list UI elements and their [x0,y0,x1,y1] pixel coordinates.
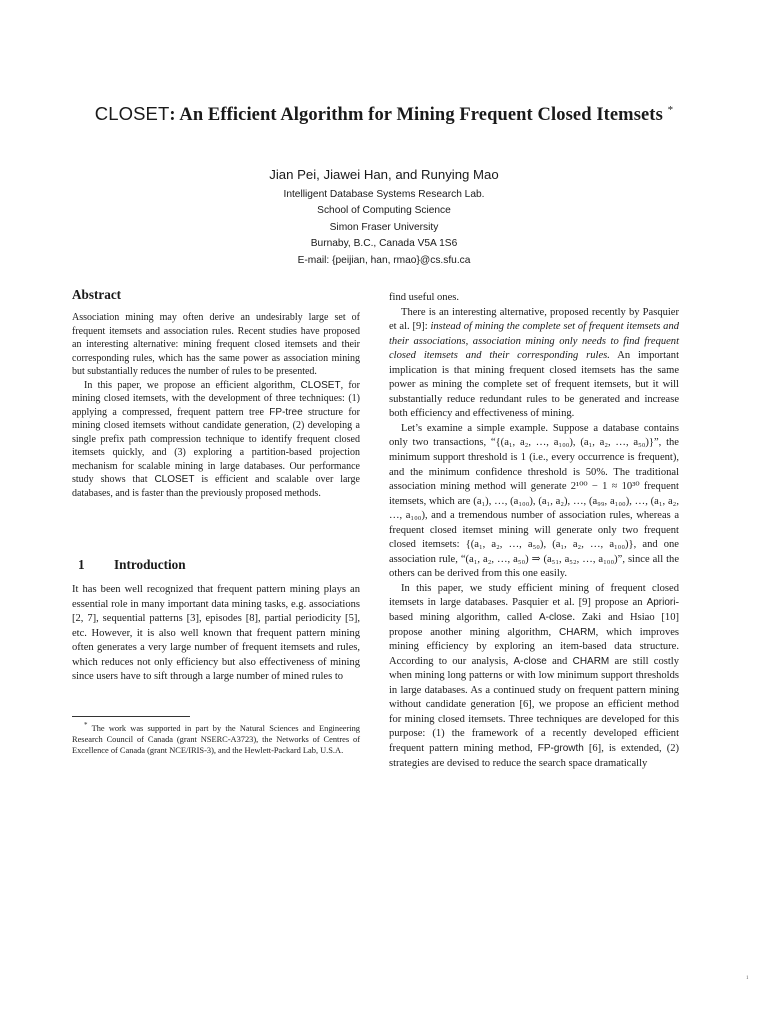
footnote-mark: * [84,721,88,729]
affiliation-line: School of Computing Science [317,205,451,217]
body-paragraph: There is an interesting alternative, proposed recently by Pasquier et al. [9]: instead of mining the complete set of frequent itemsets and their associations, association mining only needs to find frequent closed itemsets and their corresponding rules. An important implication is that mining frequent closed itemsets has the same power as mining the complete set of frequent itemsets, but it will substantially reduce redundant rules to be generated and increase both efficiency and effectiveness of mining. [389,306,679,420]
abstract-paragraph: Association mining may often derive an undesirably large set of frequent itemsets and association rules. Recent studies have proposed an interesting alternative: mining frequent closed itemsets and their corresponding rules, which has the same power as association mining but substantially reduces the number of rules to be presented. [72,312,360,377]
system-name: CHARM [558,626,596,638]
system-name: A-close [539,612,573,624]
section-number: 1 [78,557,85,572]
title-text: : An Efficient Algorithm for Mining Frequent Closed Itemsets [169,105,663,126]
title-system-name: CLOSET [94,103,170,125]
footnote-rule [72,716,190,717]
author-list: Jian Pei, Jiawei Han, and Runying Mao [269,167,499,182]
affiliation-line: Simon Fraser University [329,221,439,233]
body-paragraph: Let’s examine a simple example. Suppose a database contains only two transactions, “{(a₁, a₂, …, a₁₀₀), (a₁, a₂, …, a₅₀)}”, the minimum support threshold is 1 (i.e., every occurrence is frequent), and the minimum confidence threshold is 50%. The traditional association mining method will generate 2¹⁰⁰ − 1 ≈ 10³⁰ frequent itemsets, which are (a₁), …, (a₁₀₀), (a₁, a₂), …, (a₉₉, a₁₀₀), …, (a₁, a₂, …, a₁₀₀), and a tremendous number of association rules, whereas a frequent closed itemset mining will generate only two frequent closed itemsets: {(a₁, a₂, …, a₅₀), (a₁, a₂, …, a₁₀₀)}, and one association rule, “(a₁, a₂, …, a₅₀) ⇒ (a₅₁, a₅₂, …, a₁₀₀)”, since all the others can be derived from this one easily. [389,422,679,580]
abstract-body [72,311,360,500]
paper-title [80,98,688,127]
body-paragraph: find useful ones. [389,292,460,303]
system-name: CLOSET [300,379,341,391]
system-name: CLOSET [154,474,195,485]
system-name: FP-tree [269,406,303,418]
footnote-text: The work was supported in part by the Natural Sciences and Engineering Research Council of Canada (grant NSERC-A3723), the Networks of Centres of Excellence of Canada (grant NCE/IRIS-3), and the Hewlett-Packard Lab, U.S.A. [72,723,360,756]
abstract-heading: Abstract [72,287,122,302]
affiliation-line: Intelligent Database Systems Research Lab. [283,189,485,200]
affiliation-line: Burnaby, B.C., Canada V5A 1S6 [310,238,458,250]
affiliation-email: E-mail: {peijian, han, rmao}@cs.sfu.ca [297,254,471,266]
page-number: 1 [746,976,749,981]
system-name: FP-growth [537,742,584,754]
system-name: A-close [513,655,547,667]
body-paragraph: In this paper, we study efficient mining of frequent closed itemsets in large databases. Pasquier et al. [9] propose an Apriori-based mining algorithm, called A-close. Zaki and Hsiao [10] propose another mining algorithm, CHARM, which improves mining efficiency by exploring an item-based data structure. According to our analysis, A-close and CHARM are still costly when mining long patterns or with low minimum support thresholds in large databases. As a continued study on frequent pattern mining without candidate generation [6], we propose an efficient method for mining closed itemsets. Three techniques are developed for this purpose: (1) the framework of a recently developed efficient frequent pattern mining method, FP-growth [6], is extended, (2) strategies are devised to reduce the search space dramatically [389,582,680,769]
introduction-body [72,583,360,685]
abstract-paragraph: In this paper, we propose an efficient algorithm, CLOSET, for mining closed itemsets, with the development of three techniques: (1) applying a compressed, frequent pattern tree FP-tree structure for mining closed itemsets without candidate generation, (2) developing a single prefix path compression technique to identify frequent closed itemsets quickly, and (3) exploring a partition-based projection mechanism for scalable mining in large databases. Our performance study shows that CLOSET is efficient and scalable over large databases, and is faster than the previously proposed methods. [72,379,360,499]
emphasis-text: instead of mining the complete set of frequent itemsets and their associations, association mining only needs to find frequent closed itemsets and their corresponding rules. [389,321,679,362]
section-title: Introduction [114,557,186,572]
footnote [72,720,360,756]
system-name: Apriori [646,597,676,609]
title-footnote-mark: * [667,104,674,116]
system-name: CHARM [572,655,610,667]
section-heading-introduction [78,556,186,574]
right-column [389,291,679,771]
affiliation-block [80,187,688,269]
body-paragraph: It has been well recognized that frequent pattern mining plays an essential role in many important data mining tasks, e.g. associations [2, 7], sequential patterns [3], episodes [8], partial periodicity [5], etc. However, it is also well known that frequent pattern mining often generates a very large number of frequent itemsets and rules, which reduces not only efficiency but also effectiveness of mining since users have to sift through a large number of mined rules to [72,584,360,683]
